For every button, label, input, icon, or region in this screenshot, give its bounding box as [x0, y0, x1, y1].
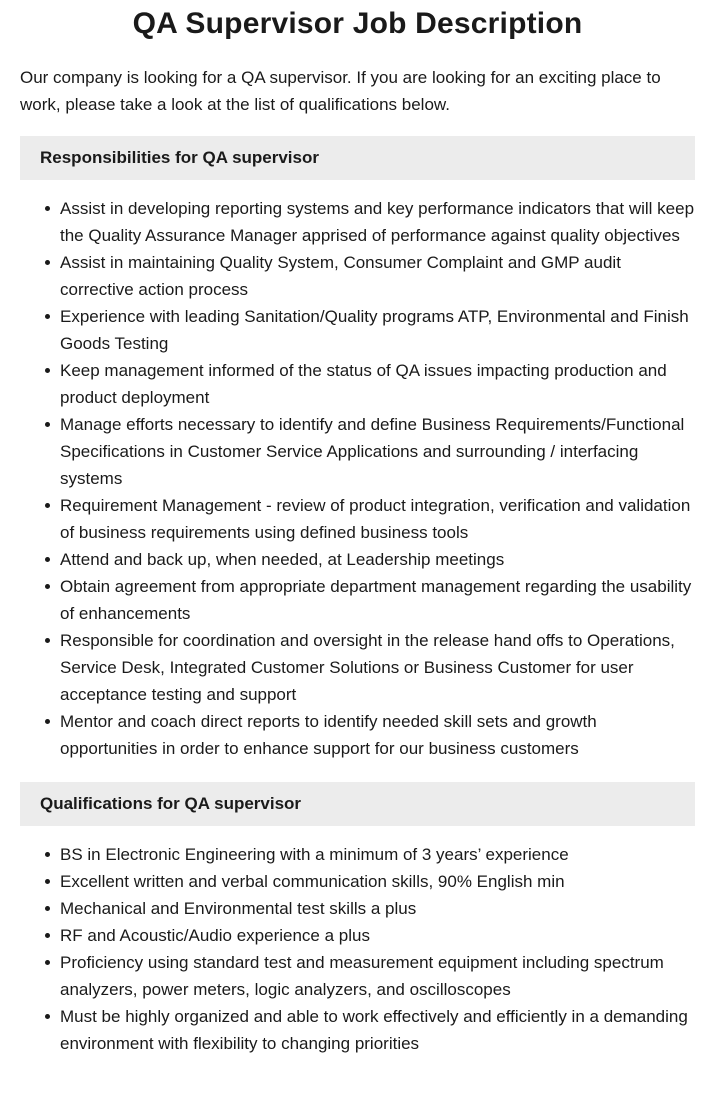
bullet-icon — [45, 719, 50, 724]
list-item — [45, 841, 695, 868]
list-item — [45, 868, 695, 895]
list-item — [45, 546, 695, 573]
intro-paragraph: Our company is looking for a QA supervisor. If you are looking for an exciting place to work, please take a look at the list of qualifications below. — [20, 68, 661, 114]
section-responsibilities — [20, 136, 695, 762]
qualifications-list — [20, 841, 695, 1057]
list-item — [45, 303, 695, 357]
section-heading-responsibilities: Responsibilities for QA supervisor — [40, 148, 319, 167]
bullet-icon — [45, 260, 50, 265]
list-item-text: Excellent written and verbal communication skills, 90% English min — [60, 872, 565, 891]
section-heading-qualifications: Qualifications for QA supervisor — [40, 794, 302, 813]
list-item-text: RF and Acoustic/Audio experience a plus — [60, 926, 370, 945]
list-item-text: Mechanical and Environmental test skills a plus — [60, 899, 417, 918]
responsibilities-list — [20, 195, 695, 762]
list-item-text: Assist in maintaining Quality System, Consumer Complaint and GMP audit corrective action process — [60, 253, 621, 299]
list-item-text: Obtain agreement from appropriate department management regarding the usability of enhancements — [60, 577, 692, 623]
page-title: QA Supervisor Job Description — [132, 7, 583, 40]
section-header — [20, 782, 695, 826]
list-item-text: Proficiency using standard test and measurement equipment including spectrum analyzers, power meters, logic analyzers, and oscilloscopes — [60, 953, 664, 999]
bullet-icon — [45, 852, 50, 857]
list-item — [45, 627, 695, 708]
bullet-icon — [45, 503, 50, 508]
bullet-icon — [45, 638, 50, 643]
list-item-text: Requirement Management - review of product integration, verification and validation of business requirements using defined business tools — [60, 496, 691, 542]
bullet-icon — [45, 906, 50, 911]
bullet-icon — [45, 584, 50, 589]
bullet-icon — [45, 933, 50, 938]
section-header — [20, 136, 695, 180]
list-item — [45, 573, 695, 627]
bullet-icon — [45, 960, 50, 965]
list-item — [45, 411, 695, 492]
list-item — [45, 1003, 695, 1057]
list-item-text: Must be highly organized and able to work effectively and efficiently in a demanding environment with flexibility to changing priorities — [60, 1007, 688, 1053]
list-item-text: Keep management informed of the status of QA issues impacting production and product deployment — [60, 361, 667, 407]
bullet-icon — [45, 422, 50, 427]
bullet-icon — [45, 206, 50, 211]
section-qualifications — [20, 782, 695, 1057]
list-item — [45, 492, 695, 546]
bullet-icon — [45, 879, 50, 884]
bullet-icon — [45, 1014, 50, 1019]
list-item — [45, 708, 695, 762]
list-item — [45, 922, 695, 949]
list-item-text: Experience with leading Sanitation/Quality programs ATP, Environmental and Finish Goods Testing — [60, 307, 689, 353]
list-item-text: Attend and back up, when needed, at Leadership meetings — [60, 550, 505, 569]
list-item-text: Assist in developing reporting systems and key performance indicators that will keep the Quality Assurance Manager apprised of performance against quality objectives — [60, 199, 695, 245]
list-item — [45, 357, 695, 411]
list-item — [45, 895, 695, 922]
list-item-text: BS in Electronic Engineering with a minimum of 3 years’ experience — [60, 845, 569, 864]
list-item — [45, 195, 695, 249]
bullet-icon — [45, 368, 50, 373]
list-item-text: Responsible for coordination and oversight in the release hand offs to Operations, Service Desk, Integrated Customer Solutions or Business Customer for user acceptance testing and support — [60, 631, 675, 704]
bullet-icon — [45, 314, 50, 319]
list-item-text: Mentor and coach direct reports to identify needed skill sets and growth opportunities in order to enhance support for our business customers — [60, 712, 597, 758]
list-item — [45, 949, 695, 1003]
bullet-icon — [45, 557, 50, 562]
list-item-text: Manage efforts necessary to identify and define Business Requirements/Functional Specifications in Customer Service Applications and surrounding / interfacing systems — [60, 415, 685, 488]
list-item — [45, 249, 695, 303]
